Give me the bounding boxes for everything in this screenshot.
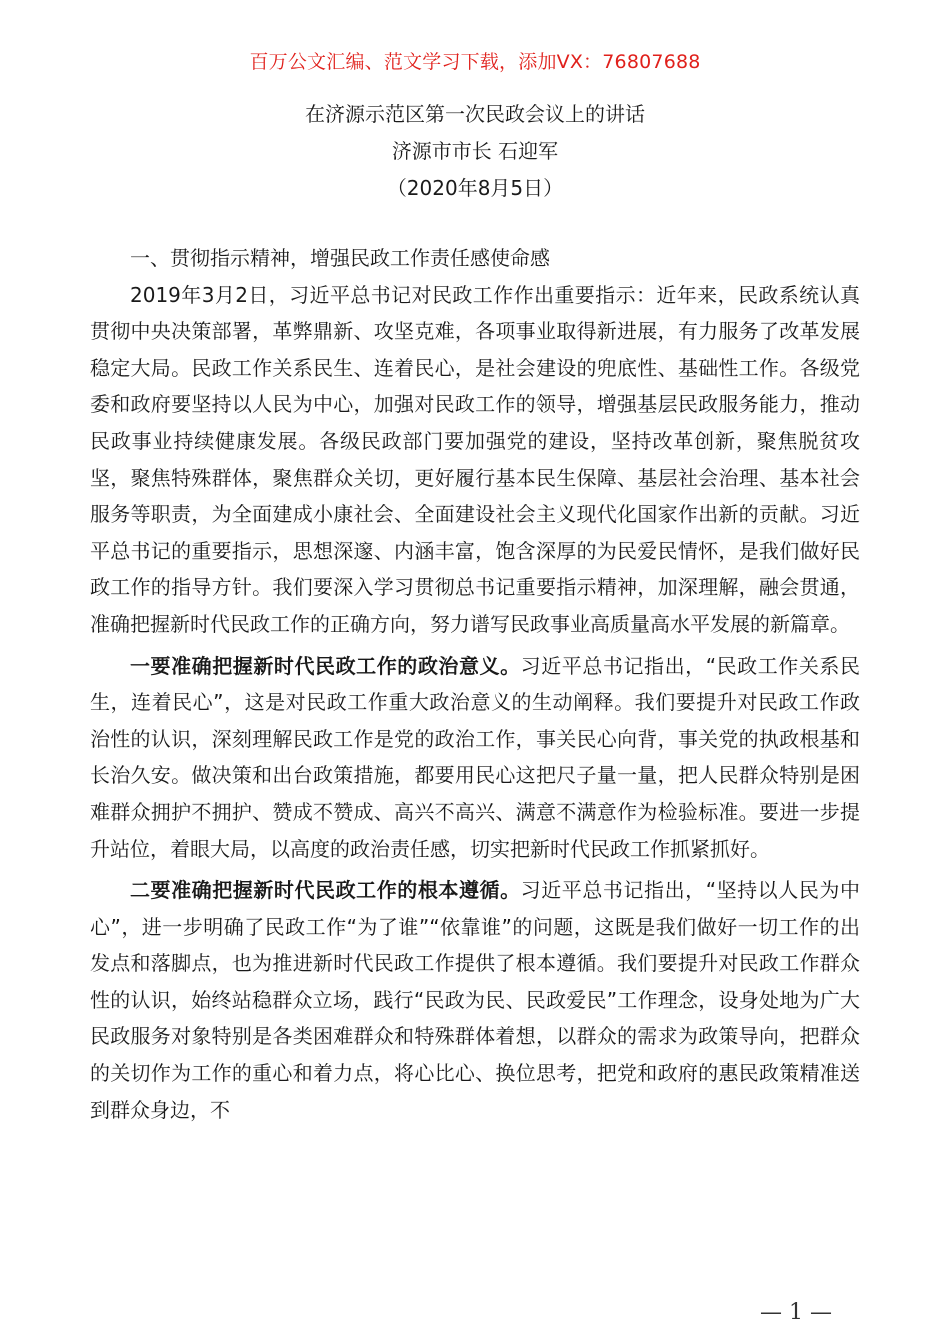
date-line: （2020年8月5日） xyxy=(386,176,564,200)
document-title: 在济源示范区第一次民政会议上的讲话 xyxy=(305,102,645,126)
document-header xyxy=(0,96,950,207)
paragraph-lead: 一要准确把握新时代民政工作的政治意义。 xyxy=(130,653,521,678)
paragraph-text: 习近平总书记指出，“坚持以人民为中心”，进一步明确了民政工作“为了谁”“依靠谁”的问题，这既是我们做好一切工作的出发点和落脚点，也为推进新时代民政工作提供了根本遵循。我们要提升对民政工作群众性的认识，始终站稳群众立场，践行“民政为民、民政爱民”工作理念，设身处地为广大民政服务对象特别是各类困难群众和特殊群体着想，以群众的需求为政策导向，把群众的关切作为工作的重心和着力点，将心比心、换位思考，把党和政府的惠民政策精准送到群众身边，不 xyxy=(90,878,860,1122)
paragraph: 2019年3月2日，习近平总书记对民政工作作出重要指示：近年来，民政系统认真贯彻中央决策部署，革弊鼎新、攻坚克难，各项事业取得新进展，有力服务了改革发展稳定大局。民政工作关系民生、连着民心，是社会建设的兜底性、基础性工作。各级党委和政府要坚持以人民为中心，加强对民政工作的领导，增强基层民政服务能力，推动民政事业持续健康发展。各级民政部门要加强党的建设，坚持改革创新，聚焦脱贫攻坚，聚焦特殊群体，聚焦群众关切，更好履行基本民生保障、基层社会治理、基本社会服务等职责，为全面建成小康社会、全面建设社会主义现代化国家作出新的贡献。习近平总书记的重要指示，思想深邃、内涵丰富，饱含深厚的为民爱民情怀，是我们做好民政工作的指导方针。我们要深入学习贯彻总书记重要指示精神，加深理解，融会贯通，准确把握新时代民政工作的正确方向，努力谱写民政事业高质量高水平发展的新篇章。 xyxy=(90,282,860,636)
watermark-banner: 百万公文汇编、范文学习下载，添加VX：76807688 xyxy=(249,51,701,73)
paragraph-lead: 二要准确把握新时代民政工作的根本遵循。 xyxy=(130,878,521,903)
paragraph-text: 习近平总书记指出，“民政工作关系民生，连着民心”，这是对民政工作重大政治意义的生动阐释。我们要提升对民政工作政治性的认识，深刻理解民政工作是党的政治工作，事关民心向背，事关党的执政根基和长治久安。做决策和出台政策措施，都要用民心这把尺子量一量，把人民群众特别是困难群众拥护不拥护、赞成不赞成、高兴不高兴、满意不满意作为检验标准。要进一步提升站位，着眼大局，以高度的政治责任感，切实把新时代民政工作抓紧抓好。 xyxy=(90,653,860,861)
section-heading: 一、贯彻指示精神，增强民政工作责任感使命感 xyxy=(130,246,550,270)
paragraph xyxy=(90,872,860,1128)
speaker-line: 济源市市长 石迎军 xyxy=(391,139,559,163)
paragraph xyxy=(90,648,860,868)
document-body xyxy=(90,240,860,1128)
page-number: — 1 — xyxy=(760,1300,832,1325)
